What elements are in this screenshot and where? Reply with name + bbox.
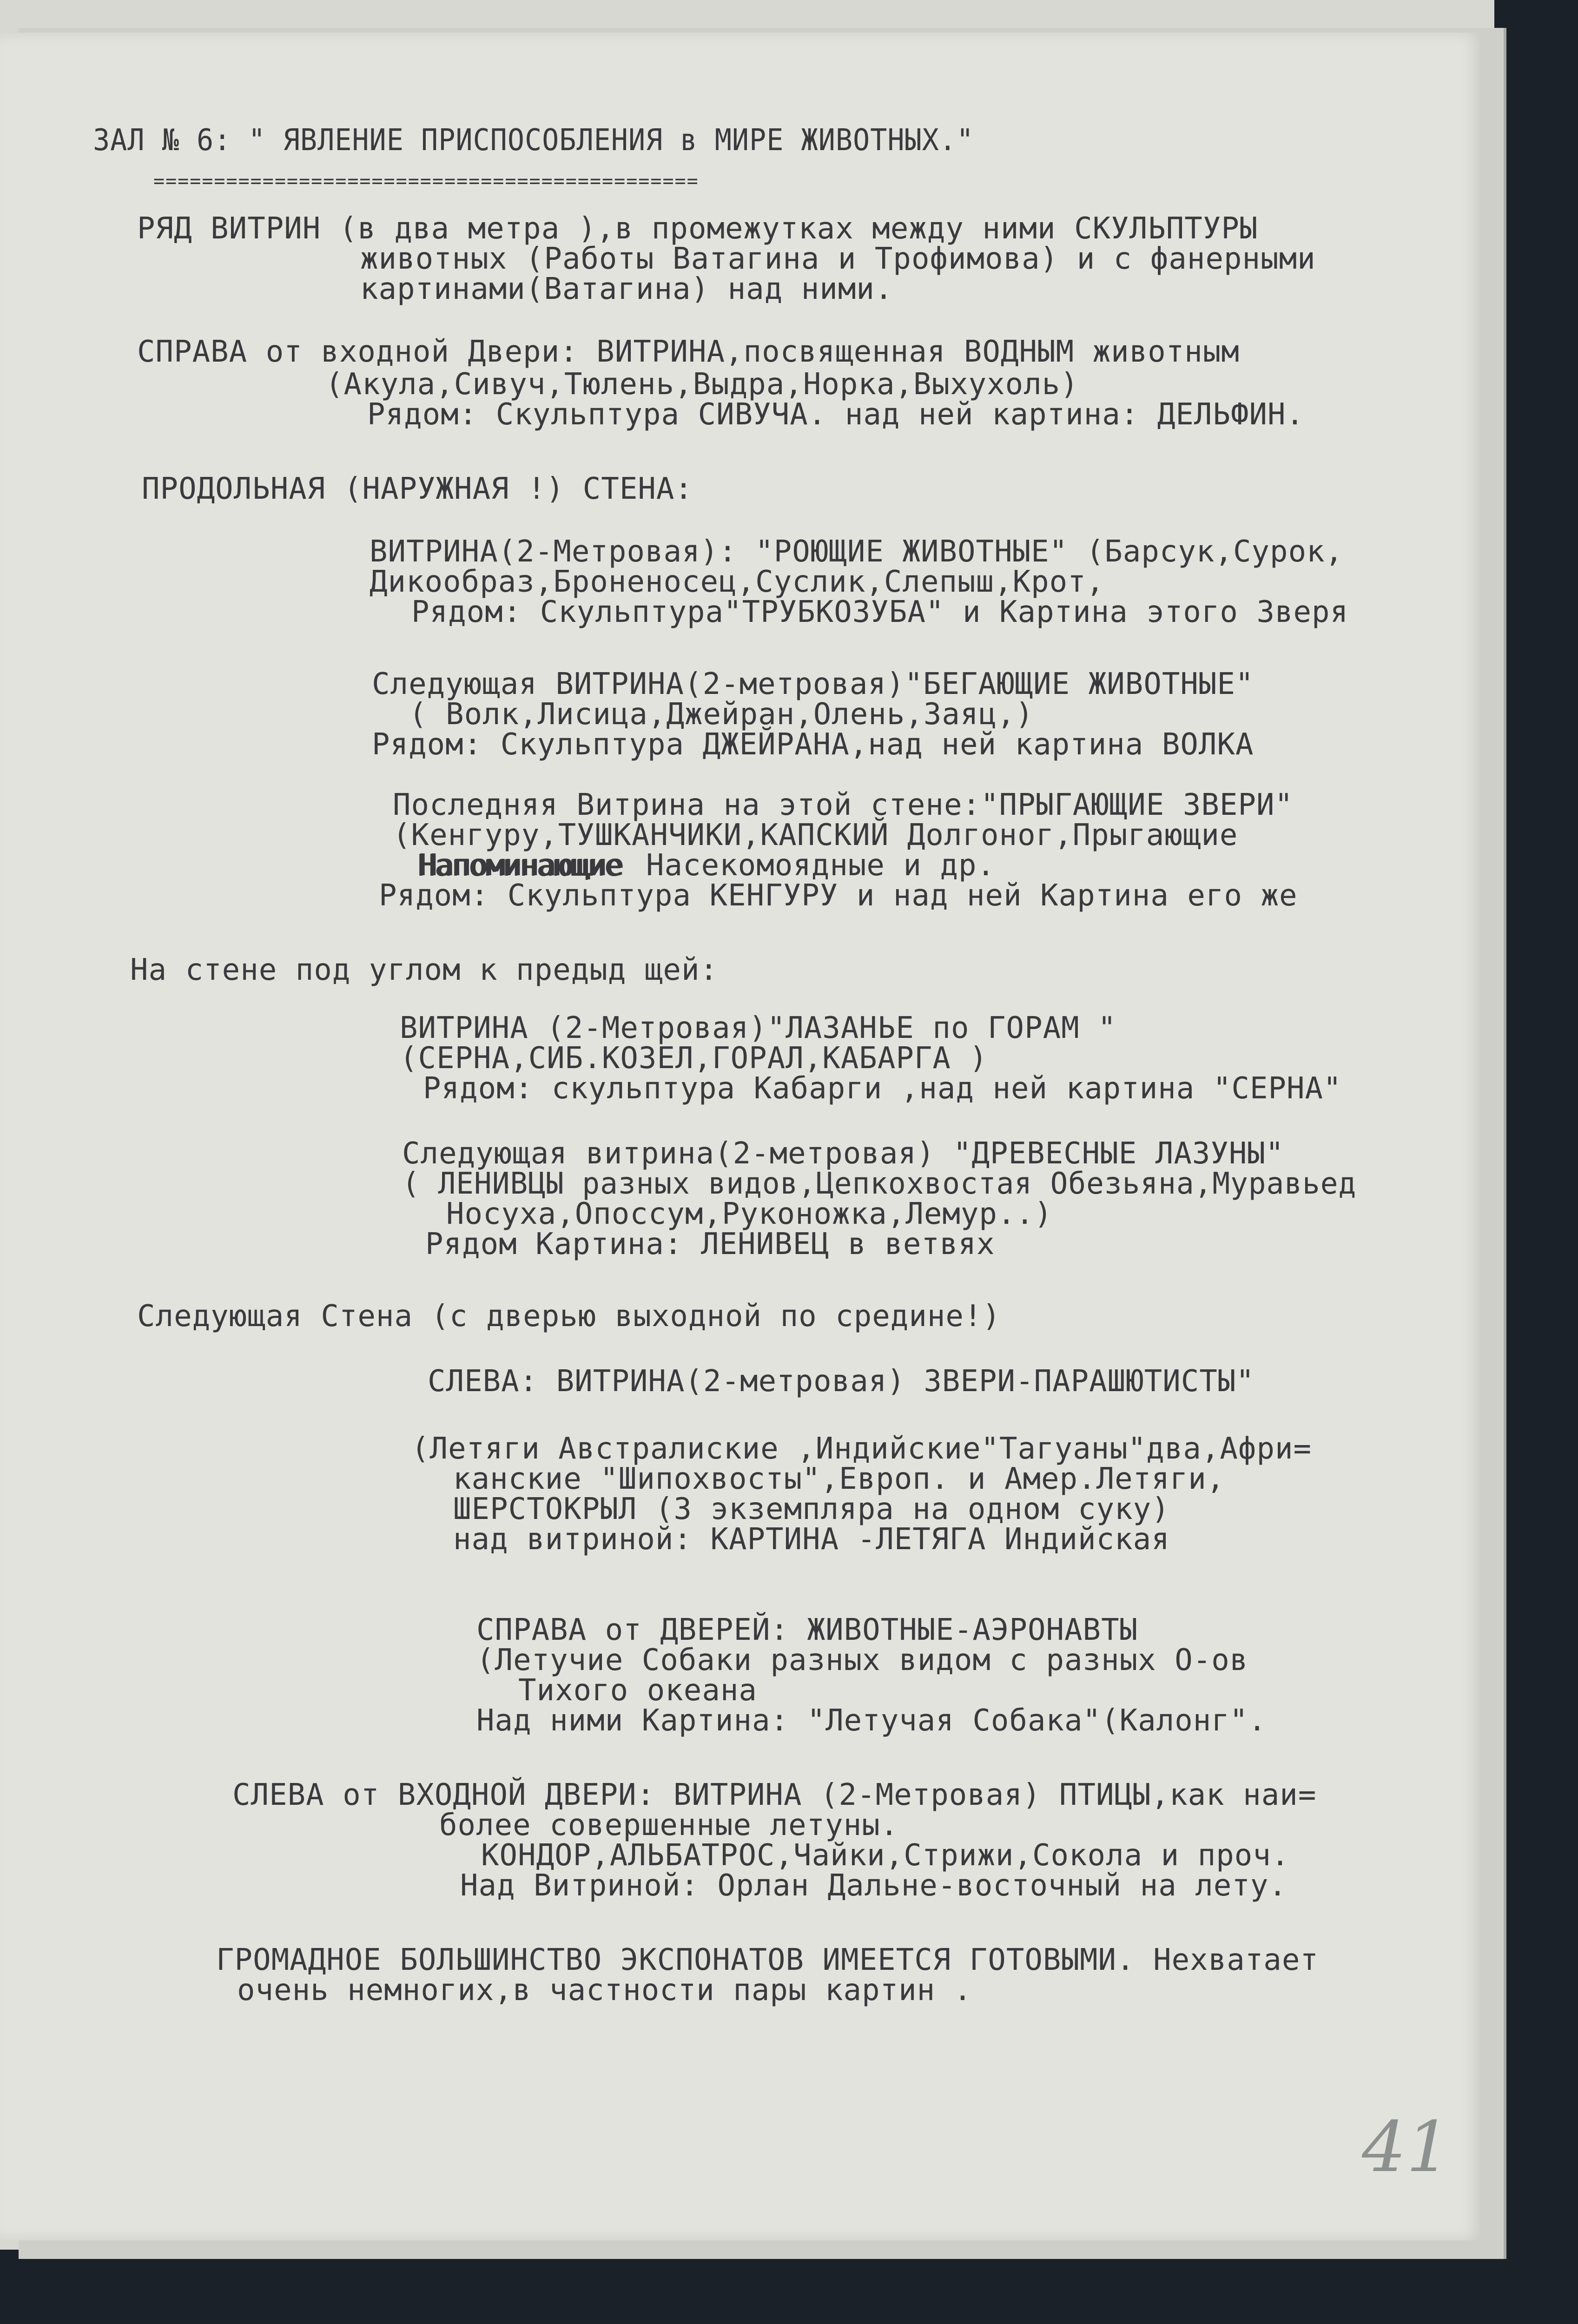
text-line: Тихого океана xyxy=(518,1673,757,1708)
text-line: СПРАВА от входной Двери: ВИТРИНА,посвященная ВОДНЫМ животным xyxy=(137,335,1240,369)
overstruck-word: Напоминающие xyxy=(418,848,622,883)
text-line: ВИТРИНА (2-Метровая)"ЛАЗАНЬЕ по ГОРАМ " xyxy=(400,1011,1116,1045)
closing-note: очень немногих,в частности пары картин . xyxy=(237,1973,972,2007)
text-line: Последняя Витрина на этой стене:"ПРЫГАЮЩИЕ ЗВЕРИ" xyxy=(393,788,1294,822)
text-line: СЛЕВА от ВХОДНОЙ ДВЕРИ: ВИТРИНА (2-Метровая) ПТИЦЫ,как наи= xyxy=(232,1778,1317,1812)
text-line: (Летяги Австралиские ,Индийские"Тагуаны"два,Афри= xyxy=(411,1432,1312,1466)
text-line: Рядом: Скульптура КЕНГУРУ и над ней Картина его же xyxy=(379,878,1298,913)
text-line: Следующая ВИТРИНА(2-метровая)"БЕГАЮЩИЕ ЖИВОТНЫЕ" xyxy=(372,667,1254,701)
text-line: КОНДОР,АЛЬБАТРОС,Чайки,Стрижи,Сокола и проч. xyxy=(481,1838,1290,1873)
text-line: ( Волк,Лисица,Джейран,Олень,Заяц,) xyxy=(409,697,1034,732)
text-line: Над Витриной: Орлан Дальне-восточный на лету. xyxy=(460,1868,1287,1903)
text-line: Следующая витрина(2-метровая) "ДРЕВЕСНЫЕ ЛАЗУНЫ" xyxy=(402,1136,1284,1171)
text-line: Носуха,Опоссум,Руконожка,Лемур..) xyxy=(446,1197,1053,1231)
hall-title: ЗАЛ № 6: " ЯВЛЕНИЕ ПРИСПОСОБЛЕНИЯ в МИРЕ ЖИВОТНЫХ." xyxy=(93,123,974,158)
text-line: Дикообраз,Броненосец,Суслик,Слепыш,Крот, xyxy=(370,565,1105,599)
text-line: картинами(Ватагина) над ними. xyxy=(360,272,893,306)
text-line: РЯД ВИТРИН (в два метра ),в промежутках между ними СКУЛЬПТУРЫ xyxy=(137,211,1258,246)
text-line: над витриной: КАРТИНА -ЛЕТЯГА Индийская xyxy=(453,1522,1170,1557)
section-heading: Следующая Стена (с дверью выходной по средине!) xyxy=(137,1299,1001,1334)
text-line: Насекомоядные и др. xyxy=(646,848,996,883)
closing-note: ГРОМАДНОЕ БОЛЬШИНСТВО ЭКСПОНАТОВ ИМЕЕТСЯ ГОТОВЫМИ. Нехватает xyxy=(216,1943,1319,1977)
title-underline: ============================================= xyxy=(153,171,699,192)
text-line: Рядом: Скульптура СИВУЧА. над ней картина: ДЕЛЬФИН. xyxy=(367,397,1305,432)
page-number: 41 xyxy=(1362,2107,1451,2188)
text-line: Рядом Картина: ЛЕНИВЕЦ в ветвях xyxy=(425,1227,995,1261)
text-line: ВИТРИНА(2-Метровая): "РОЮЩИЕ ЖИВОТНЫЕ" (Барсук,Сурок, xyxy=(370,535,1344,569)
text-line: Рядом: Скульптура"ТРУБКОЗУБА" и Картина этого Зверя xyxy=(411,595,1349,629)
text-line: (СЕРНА,СИБ.КОЗЕЛ,ГОРАЛ,КАБАРГА ) xyxy=(400,1041,988,1076)
text-line: СПРАВА от ДВЕРЕЙ: ЖИВОТНЫЕ-АЭРОНАВТЫ xyxy=(476,1613,1138,1647)
text-line: (Акула,Сивуч,Тюлень,Выдра,Норка,Выхухоль) xyxy=(325,367,1079,402)
section-heading: ПРОДОЛЬНАЯ (НАРУЖНАЯ !) СТЕНА: xyxy=(142,472,693,506)
text-line: Рядом: Скульптура ДЖЕЙРАНА,над ней картина ВОЛКА xyxy=(372,727,1254,762)
text-line: канские "Шипохвосты",Европ. и Амер.Летяги, xyxy=(453,1462,1225,1496)
text-line: СЛЕВА: ВИТРИНА(2-метровая) ЗВЕРИ-ПАРАШЮТИСТЫ" xyxy=(428,1364,1254,1399)
text-line: ШЕРСТОКРЫЛ (3 экземпляра на одном суку) xyxy=(453,1492,1170,1526)
text-line: ( ЛЕНИВЦЫ разных видов,Цепкохвостая Обезьяна,Муравьед xyxy=(402,1167,1357,1201)
text-line: Рядом: скульптура Кабарги ,над ней картина "СЕРНА" xyxy=(423,1071,1342,1106)
text-line: (Кенгуру,ТУШКАНЧИКИ,КАПСКИЙ Долгоног,Прыгающие xyxy=(393,818,1238,852)
text-line: животных (Работы Ватагина и Трофимова) и с фанерными xyxy=(360,242,1316,276)
text-line: Над ними Картина: "Летучая Собака"(Калонг". xyxy=(476,1703,1267,1738)
text-line: более совершенные летуны. xyxy=(439,1808,899,1842)
document-page xyxy=(0,33,1483,2240)
section-heading: На стене под углом к предыд щей: xyxy=(130,953,718,987)
text-line: (Летучие Собаки разных видом с разных О-ов xyxy=(476,1643,1248,1677)
